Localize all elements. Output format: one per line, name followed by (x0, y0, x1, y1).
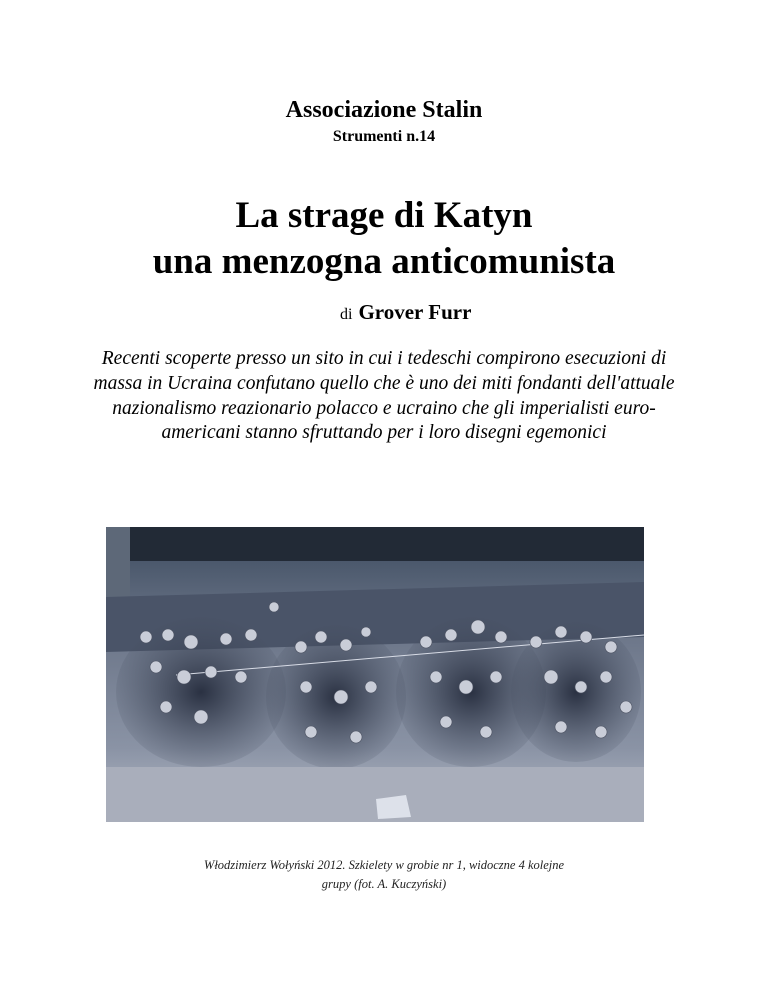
author-name: Grover Furr (358, 300, 472, 324)
title-line-2: una menzogna anticomunista (152, 241, 616, 282)
photo-caption (150, 856, 618, 894)
document-title (0, 193, 768, 285)
byline-prefix: di (340, 306, 353, 323)
publisher-name: Associazione Stalin (285, 97, 483, 123)
byline (340, 300, 471, 327)
photo-grass-band (106, 527, 644, 561)
series-number: Strumenti n.14 (332, 128, 436, 145)
photo-sandbag (376, 795, 411, 819)
abstract-text: Recenti scoperte presso un sito in cui i tedeschi compirono esecuzioni di massa in Ucraina confutano quello che è uno dei miti fondanti dell'attuale nazionalismo reazionario polacco e ucraino che gli imperialisti euro-americani stanno sfruttando per i loro disegni egemonici (93, 348, 675, 444)
caption-line-1: Włodzimierz Wołyński 2012. Szkielety w grobie nr 1, widoczne 4 kolejne (203, 858, 565, 872)
excavation-photo (106, 527, 644, 822)
caption-line-2: grupy (fot. A. Kuczyński) (321, 877, 447, 891)
title-line-1: La strage di Katyn (235, 195, 533, 236)
photo-foreground (106, 767, 644, 822)
